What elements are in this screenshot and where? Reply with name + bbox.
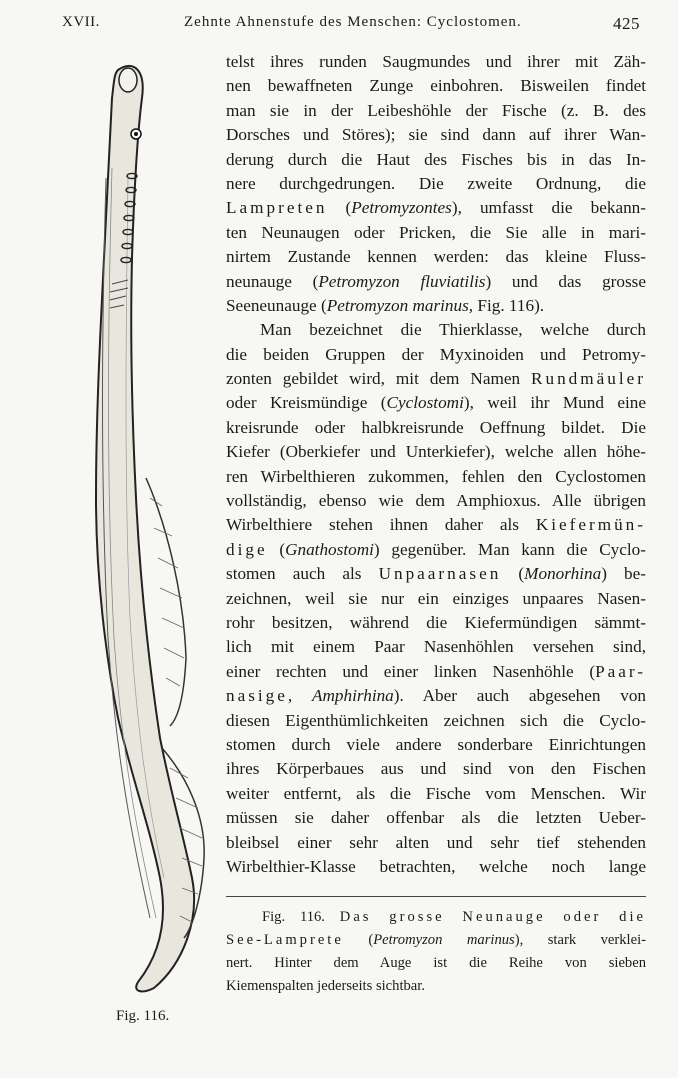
- figure-caption: [226, 906, 646, 998]
- spaced-term: dige: [226, 539, 268, 559]
- lamprey-illustration: [88, 58, 212, 998]
- latin-term: Petromyzon fluviatilis: [318, 271, 486, 291]
- body-line: derung durch die Haut des Fisches bis in das In-: [226, 149, 646, 169]
- body-line: Kiefer (Oberkiefer und Unterkiefer), welche allen höhe-: [226, 442, 646, 462]
- body-line: diesen Eigenthümlichkeiten zeichnen sich die Cyclo-: [226, 710, 646, 730]
- body-line: nere durchgedrungen. Die zweite Ordnung, die: [226, 173, 646, 193]
- body-line: ren Wirbelthieren zukommen, fehlen den Cyclostomen: [226, 466, 646, 486]
- body-line: vollständig, ebenso wie dem Amphioxus. Alle übrigen: [226, 491, 646, 511]
- lamprey-drawing: [88, 58, 212, 998]
- caption-line: Fig. 116. Das grosse Neunauge oder die: [262, 909, 646, 925]
- body-text: [226, 50, 646, 879]
- caption-line: See-Lamprete (Petromyzon marinus), stark verklei-: [226, 932, 646, 948]
- body-line: nen bewaffneten Zunge einbohren. Bisweilen findet: [226, 76, 646, 96]
- spaced-term: Lampreten: [226, 198, 328, 218]
- page-number: 425: [613, 14, 640, 33]
- latin-term: Cyclostomi: [386, 393, 464, 413]
- caption-line: Kiemenspalten jederseits sichtbar.: [226, 978, 425, 994]
- running-header: [62, 14, 646, 36]
- body-line: Lampreten (Petromyzontes), umfasst die bekann-: [226, 198, 646, 218]
- spaced-term: nasige: [226, 686, 288, 706]
- body-line: bleibsel einer sehr alten und sehr tief stehenden: [226, 832, 646, 852]
- body-line: nirtem Zustande kennen werden: das kleine Fluss-: [226, 247, 646, 267]
- chapter-number: XVII.: [62, 14, 100, 30]
- body-line: stomen auch als Unpaarnasen (Monorhina) be-: [226, 564, 646, 584]
- footnote-divider: [226, 896, 646, 897]
- spaced-term: Unpaarnasen: [378, 564, 502, 584]
- body-line: dige (Gnathostomi) gegenüber. Man kann die Cyclo-: [226, 539, 646, 559]
- latin-term: Gnathostomi: [285, 539, 374, 559]
- body-line: müssen sie daher offenbar als die letzten Ueber-: [226, 808, 646, 828]
- body-line: zeichnen, weil sie nur ein einziges unpaares Nasen-: [226, 588, 646, 608]
- body-line: man sie in der Leibeshöhle der Fische (z. B. des: [226, 100, 646, 120]
- body-line: Man bezeichnet die Thierklasse, welche durch: [260, 320, 646, 340]
- body-line: neunauge (Petromyzon fluviatilis) und das grosse: [226, 271, 646, 291]
- body-line: stomen durch viele andere sonderbare Einrichtungen: [226, 734, 646, 754]
- body-line: kreisrunde oder halbkreisrunde Oeffnung bildet. Die: [226, 417, 646, 437]
- spaced-term: Paar-: [595, 661, 646, 681]
- body-line: ten Neunaugen oder Pricken, die Sie alle in mari-: [226, 222, 646, 242]
- running-title: Zehnte Ahnenstufe des Menschen: Cyclostomen.: [184, 14, 522, 30]
- body-line: Seeneunauge (Petromyzon marinus, Fig. 116).: [226, 295, 545, 315]
- spaced-term: Das grosse Neunauge oder die: [339, 909, 646, 925]
- body-line: Wirbelthiere stehen ihnen daher als Kiefermün-: [226, 515, 646, 535]
- body-line: zonten gebildet wird, mit dem Namen Rundmäuler: [226, 369, 646, 389]
- spaced-term: Rundmäuler: [531, 369, 646, 389]
- body-line: lich mit einem Paar Nasenhöhlen versehen sind,: [226, 637, 646, 657]
- body-line: weiter entfernt, als die Fische vom Menschen. Wir: [226, 783, 646, 803]
- spaced-term: See-Lamprete: [226, 932, 344, 948]
- latin-term: Amphirhina: [311, 686, 394, 706]
- body-line: einer rechten und einer linken Nasenhöhle (Paar-: [226, 661, 646, 681]
- body-line: rohr besitzen, während die Kiefermündigen sämmt-: [226, 612, 646, 632]
- spaced-term: Kiefermün-: [535, 515, 646, 535]
- body-line: die beiden Gruppen der Myxinoiden und Petromy-: [226, 344, 646, 364]
- figure-label: Fig. 116.: [116, 1008, 170, 1024]
- latin-term: Petromyzontes: [351, 198, 452, 218]
- latin-term: Petromyzon marinus,: [326, 295, 474, 315]
- body-line: Wirbelthier-Klasse betrachten, welche noch lange: [226, 856, 646, 876]
- caption-line: nert. Hinter dem Auge ist die Reihe von sieben: [226, 955, 646, 971]
- body-line: oder Kreismündige (Cyclostomi), weil ihr Mund eine: [226, 393, 646, 413]
- body-line: nasige, Amphirhina). Aber auch abgesehen von: [226, 686, 646, 706]
- latin-term: Petromyzon marinus: [373, 932, 515, 948]
- body-line: telst ihres runden Saugmundes und ihrer mit Zäh-: [226, 52, 646, 71]
- latin-term: Monorhina: [524, 564, 602, 584]
- body-line: ihres Körperbaues aus und sind von den Fischen: [226, 759, 646, 779]
- body-line: Dorsches und Störes); sie sind dann auf ihrer Wan-: [226, 125, 646, 145]
